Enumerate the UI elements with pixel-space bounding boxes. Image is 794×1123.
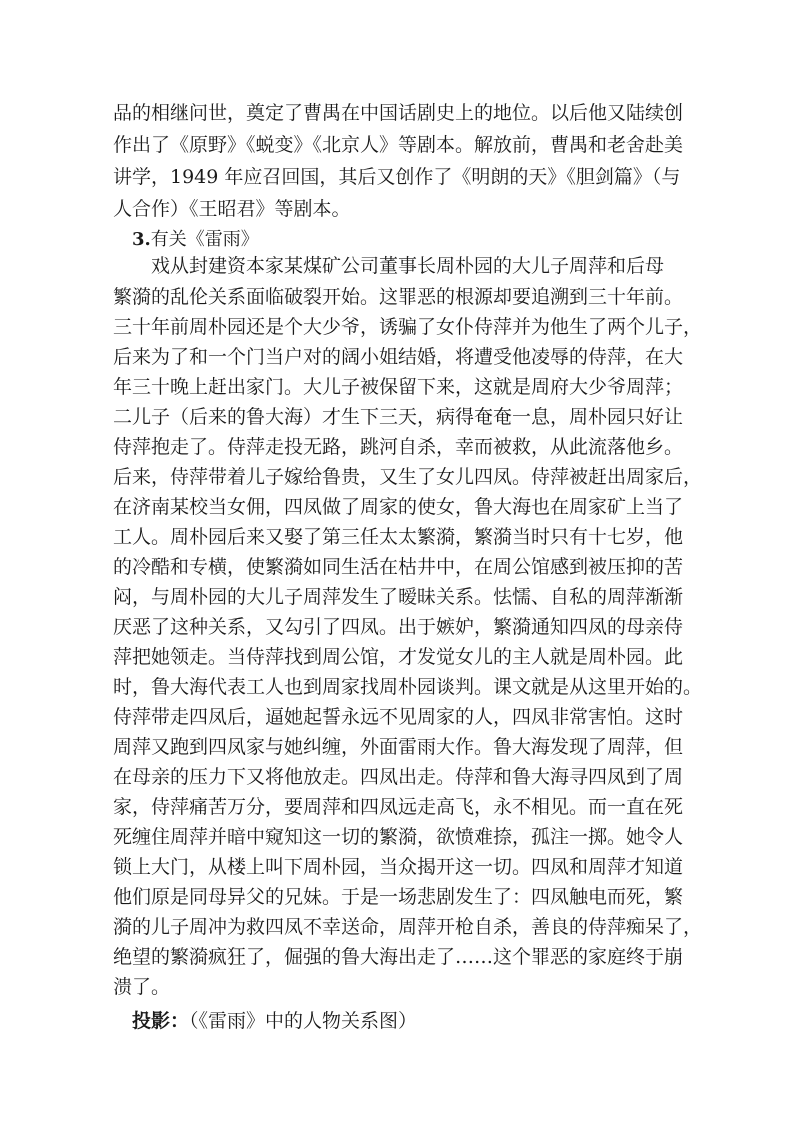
- projection-label: 投影：: [132, 1010, 190, 1032]
- projection-line: [132, 1009, 417, 1033]
- body-line-23: 漪的儿子周冲为救四凤不幸送命，周萍开枪自杀，善良的侍萍痴呆了，: [113, 916, 703, 938]
- body-line-3: 三十年前周朴园还是个大少爷，诱骗了女仆侍萍并为他生了两个儿子，: [113, 316, 703, 338]
- body-line-4: 后来为了和一个门当户对的阔小姐结婚，将遭受他凌辱的侍萍，在大: [113, 346, 684, 368]
- body-line-17: 周萍又跑到四凤家与她纠缠，外面雷雨大作。鲁大海发现了周萍，但: [113, 736, 684, 758]
- body-line-12: 闷，与周朴园的大儿子周萍发生了暧昧关系。怯懦、自私的周萍渐渐: [113, 586, 684, 608]
- intro-line-2: 作出了《原野》《蜕变》《北京人》等剧本。解放前，曹禺和老舍赴美: [113, 134, 684, 156]
- section-title: 有关《雷雨》: [150, 229, 259, 250]
- intro-line-3: 讲学，1949 年应召回国，其后又创作了《明朗的天》《胆剑篇》（与: [113, 166, 681, 188]
- body-line-5: 年三十晚上赶出家门。大儿子被保留下来，这就是周府大少爷周萍；: [113, 376, 684, 398]
- body-line-7: 侍萍抱走了。侍萍走投无路，跳河自杀，幸而被救，从此流落他乡。: [113, 436, 684, 458]
- body-line-22: 他们原是同母异父的兄妹。于是一场悲剧发生了：四凤触电而死，繁: [113, 886, 684, 908]
- body-line-21: 锁上大门，从楼上叫下周朴园，当众揭开这一切。四凤和周萍才知道: [113, 856, 684, 878]
- projection-text: （《雷雨》中的人物关系图）: [189, 1010, 418, 1032]
- body-line-16: 侍萍带走四凤后，逼她起誓永远不见周家的人，四凤非常害怕。这时: [113, 706, 684, 728]
- body-line-24: 绝望的繁漪疯狂了，倔强的鲁大海出走了……这个罪恶的家庭终于崩: [113, 946, 684, 968]
- intro-line-1: 品的相继问世，奠定了曹禺在中国话剧史上的地位。以后他又陆续创: [113, 102, 684, 124]
- intro-line-4: 人合作）《王昭君》等剧本。: [113, 198, 351, 220]
- body-line-20: 死缠住周萍并暗中窥知这一切的繁漪，欲愤难捺，孤注一掷。她令人: [113, 826, 684, 848]
- body-line-1: 戏从封建资本家某煤矿公司董事长周朴园的大儿子周萍和后母: [151, 255, 665, 277]
- body-line-15: 时，鲁大海代表工人也到周家找周朴园谈判。课文就是从这里开始的。: [113, 676, 703, 698]
- body-line-14: 萍把她领走。当侍萍找到周公馆，才发觉女儿的主人就是周朴园。此: [113, 646, 684, 668]
- body-line-10: 工人。周朴园后来又娶了第三任太太繁漪，繁漪当时只有十七岁，他: [113, 526, 684, 548]
- body-line-18: 在母亲的压力下又将他放走。四凤出走。侍萍和鲁大海寻四凤到了周: [113, 766, 684, 788]
- body-line-8: 后来，侍萍带着儿子嫁给鲁贵，又生了女儿四凤。侍萍被赶出周家后，: [113, 466, 703, 488]
- body-line-19: 家，侍萍痛苦万分，要周萍和四凤远走高飞，永不相见。而一直在死: [113, 796, 684, 818]
- section-heading: [132, 228, 259, 252]
- body-line-11: 的冷酷和专横，使繁漪如同生活在枯井中，在周公馆感到被压抑的苦: [113, 556, 684, 578]
- body-line-9: 在济南某校当女佣，四凤做了周家的使女，鲁大海也在周家矿上当了: [113, 496, 684, 518]
- body-line-6: 二儿子（后来的鲁大海）才生下三天，病得奄奄一息，周朴园只好让: [113, 406, 684, 428]
- body-line-2: 繁漪的乱伦关系面临破裂开始。这罪恶的根源却要追溯到三十年前。: [113, 286, 684, 308]
- body-line-13: 厌恶了这种关系，又勾引了四凤。出于嫉妒，繁漪通知四凤的母亲侍: [113, 616, 684, 638]
- section-number: 3.: [132, 229, 151, 250]
- body-line-25: 溃了。: [113, 976, 171, 998]
